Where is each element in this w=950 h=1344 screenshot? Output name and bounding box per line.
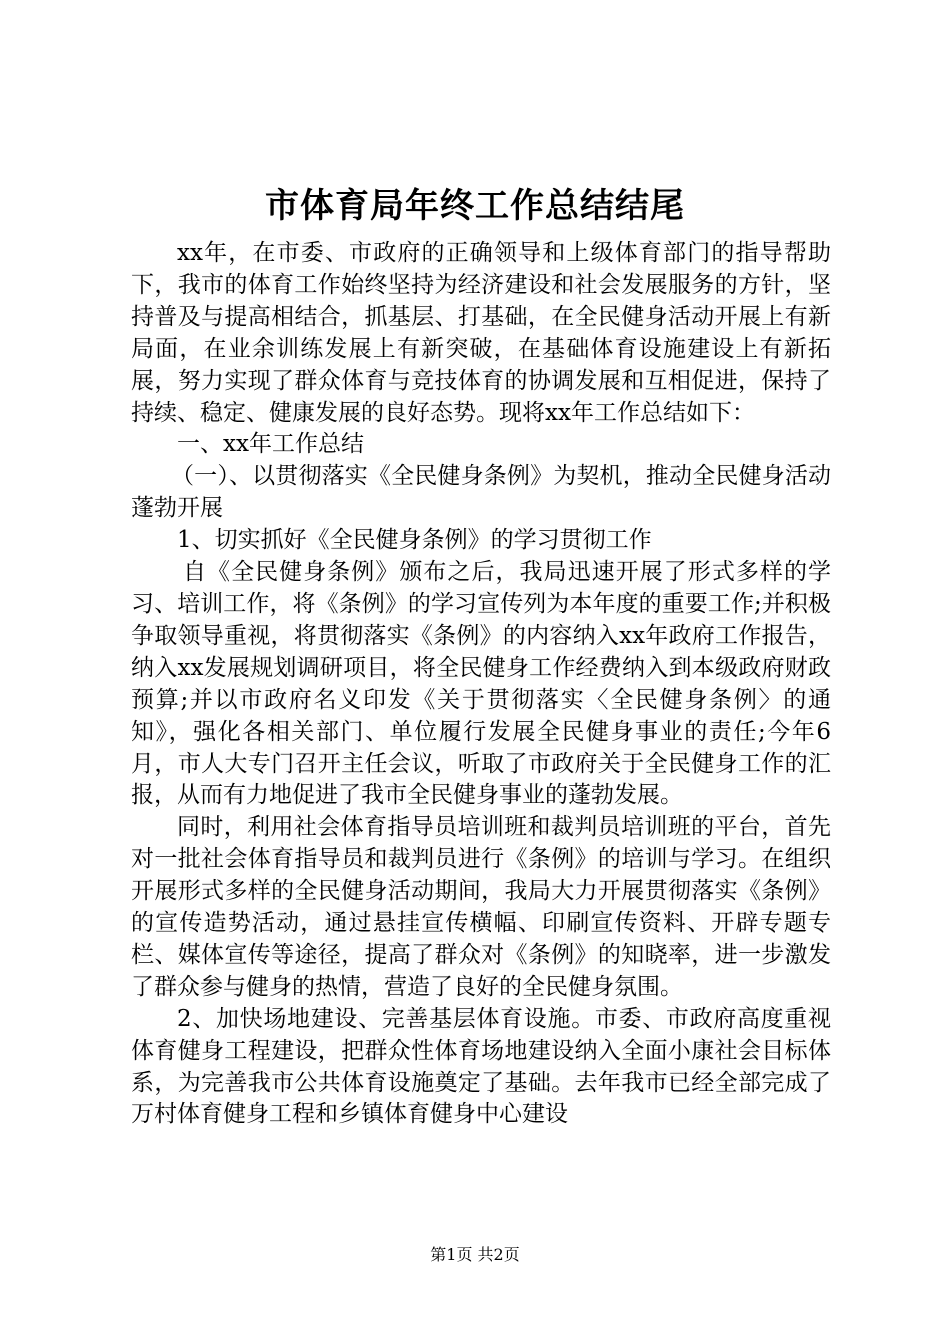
section-heading: 一、xx年工作总结 bbox=[177, 431, 364, 458]
paragraph-intro: xx年，在市委、市政府的正确领导和上级体育部门的指导帮助下，我市的体育工作始终坚持为经济建设和社会发展服务的方针，坚持普及与提高相结合，抓基层、打基础，在全民健身活动开展上有新局面，在业余训练发展上有新突破，在基础体育设施建设上有新拓展，努力实现了群众体育与竞技体育的协调发展和互相促进，保持了持续、稳定、健康发展的良好态势。现将xx年工作总结如下： bbox=[131, 240, 831, 426]
document-body bbox=[131, 238, 831, 1131]
paragraph-item-1-body: 自《全民健身条例》颁布之后，我局迅速开展了形式多样的学习、培训工作，将《条例》的学习宣传列为本年度的重要工作;并积极争取领导重视，将贯彻落实《条例》的内容纳入xx年政府工作报告，纳入xx发展规划调研项目，将全民健身工作经费纳入到本级政府财政预算;并以市政府名义印发《关于贯彻落实〈全民健身条例〉的通知》，强化各相关部门、单位履行发展全民健身事业的责任;今年6月，市人大专门召开主任会议，听取了市政府关于全民健身工作的汇报，从而有力地促进了我市全民健身事业的蓬勃发展。 bbox=[131, 559, 831, 809]
page-footer: 第1页 共2页 bbox=[430, 1245, 520, 1264]
document-title: 市体育局年终工作总结结尾 bbox=[265, 186, 685, 226]
paragraph-item-1-continued: 同时，利用社会体育指导员培训班和裁判员培训班的平台，首先对一批社会体育指导员和裁判员进行《条例》的培训与学习。在组织开展形式多样的全民健身活动期间，我局大力开展贯彻落实《条例》的宣传造势活动，通过悬挂宣传横幅、印刷宣传资料、开辟专题专栏、媒体宣传等途径，提高了群众对《条例》的知晓率，进一步激发了群众参与健身的热情，营造了良好的全民健身氛围。 bbox=[131, 814, 831, 1000]
paragraph-item-2: 2、加快场地建设、完善基层体育设施。市委、市政府高度重视体育健身工程建设，把群众性体育场地建设纳入全面小康社会目标体系，为完善我市公共体育设施奠定了基础。去年我市已经全部完成了万村体育健身工程和乡镇体育健身中心建设 bbox=[131, 1005, 831, 1128]
subsection-heading: （一）、以贯彻落实《全民健身条例》为契机，推动全民健身活动蓬勃开展 bbox=[131, 463, 831, 522]
item-heading-1: 1、切实抓好《全民健身条例》的学习贯彻工作 bbox=[177, 527, 652, 554]
